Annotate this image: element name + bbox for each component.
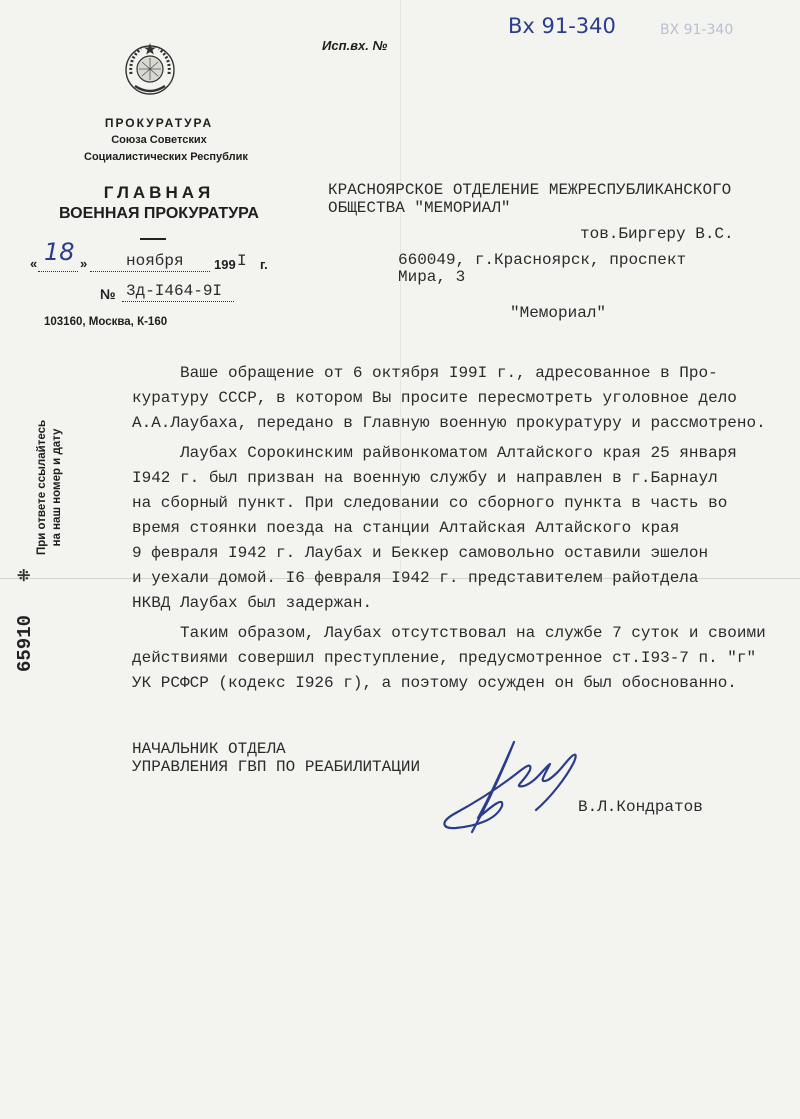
body-line-13: УК РСФСР (кодекс I926 г), а поэтому осужден он был обоснованно. <box>132 674 737 692</box>
letterhead-department-2: ВОЕННАЯ ПРОКУРАТУРА <box>59 205 259 222</box>
body-line-9: и уехали домой. I6 февраля I942 г. представителем райотдела <box>132 569 699 587</box>
signatory-title-1: НАЧАЛЬНИК ОТДЕЛА <box>132 740 286 758</box>
body-line-6: на сборный пункт. При следовании со сборного пункта в часть во <box>132 494 728 512</box>
ussr-emblem-icon <box>121 40 179 98</box>
date-open-quote: « <box>30 256 38 271</box>
body-line-4: Лаубах Сорокинским райвонкоматом Алтайского края 25 января <box>180 444 737 462</box>
date-day: 18 <box>44 238 75 266</box>
body-line-12: действиями совершил преступление, предусмотренное ст.I93-7 п. "г" <box>132 649 757 667</box>
letterhead-subtitle-1: Союза Советских <box>111 134 207 146</box>
sender-address: 103160, Москва, К-160 <box>44 316 168 328</box>
recipient-address-2: Мира, 3 <box>398 268 466 286</box>
incoming-registration-stamp: Вх 91-340 <box>508 14 616 38</box>
recipient-address-1: 660049, г.Красноярск, проспект <box>398 251 687 269</box>
reply-reference-note <box>35 420 65 555</box>
body-line-7: время стоянки поезда на станции Алтайская Алтайского края <box>132 519 680 537</box>
date-year-suffix: г. <box>260 257 268 272</box>
paper-fold-vertical <box>400 0 401 578</box>
signatory-title-2: УПРАВЛЕНИЯ ГВП ПО РЕАБИЛИТАЦИИ <box>132 758 421 776</box>
reply-reference-note-line-2: на наш номер и дату <box>51 428 63 547</box>
body-line-8: 9 февраля I942 г. Лаубах и Беккер самовольно оставили эшелон <box>132 544 709 562</box>
letterhead-divider <box>140 238 166 240</box>
body-line-5: I942 г. был призван на военную службу и направлен в г.Барнаул <box>132 469 718 487</box>
margin-asterisk: ⁜ <box>17 568 31 585</box>
document-number-label: № <box>100 286 116 302</box>
body-line-3: А.А.Лаубаха, передано в Главную военную прокуратуру и рассмотрено. <box>132 414 766 432</box>
body-line-2: куратуру СССР, в котором Вы просите пересмотреть уголовное дело <box>132 389 737 407</box>
date-day-underline <box>38 270 78 272</box>
body-line-1: Ваше обращение от 6 октября I99I г., адресованное в Про- <box>180 364 718 382</box>
handwritten-signature <box>432 722 582 847</box>
date-month: ноября <box>126 252 184 270</box>
recipient-name: тов.Биргеру В.С. <box>580 225 734 243</box>
recipient-line-1: КРАСНОЯРСКОЕ ОТДЕЛЕНИЕ МЕЖРЕСПУБЛИКАНСКОГО <box>328 181 732 199</box>
recipient-organization: "Мемориал" <box>510 304 607 322</box>
body-line-10: НКВД Лаубах был задержан. <box>132 594 373 612</box>
recipient-line-2: ОБЩЕСТВА "МЕМОРИАЛ" <box>328 199 511 217</box>
faint-registration-stamp: ВХ 91-340 <box>660 22 734 38</box>
incoming-reference-label: Исп.вх. № <box>322 38 388 53</box>
letterhead-department-1: ГЛАВНАЯ <box>103 183 215 202</box>
date-year-digit: I <box>237 252 247 270</box>
letterhead-title: ПРОКУРАТУРА <box>104 116 214 130</box>
date-month-underline <box>90 270 210 272</box>
document-number: 3д-I464-9I <box>126 282 223 300</box>
reply-reference-note-line-1: При ответе ссылайтесь <box>36 419 48 555</box>
body-line-11: Таким образом, Лаубах отсутствовал на службе 7 суток и своими <box>180 624 766 642</box>
form-serial-number: 65910 <box>14 614 36 672</box>
document-number-underline <box>122 300 234 302</box>
signatory-name: В.Л.Кондратов <box>578 798 703 816</box>
date-year: 199 <box>214 257 236 272</box>
letterhead-subtitle-2: Социалистических Республик <box>84 151 248 163</box>
date-close-quote: » <box>80 256 88 271</box>
